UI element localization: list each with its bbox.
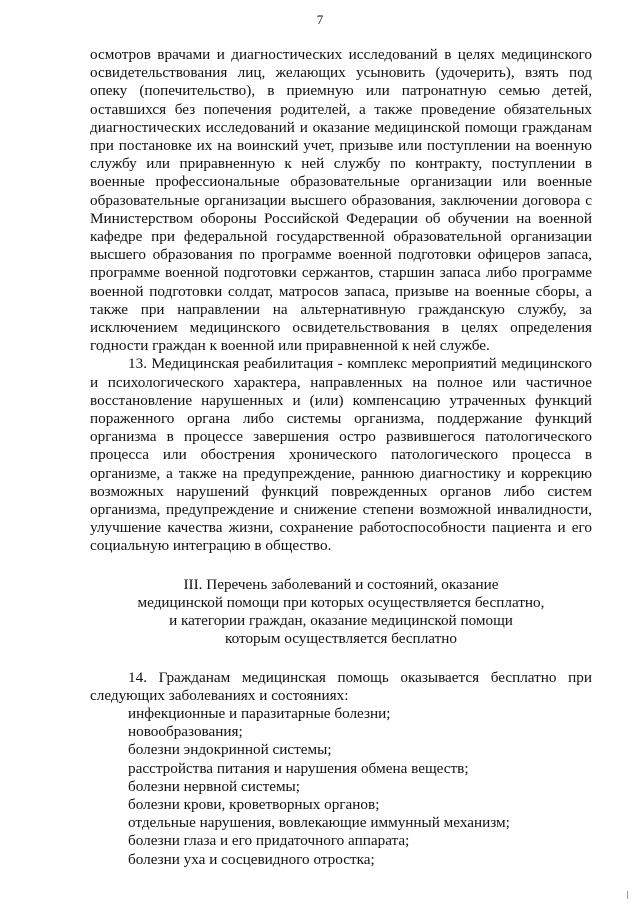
list-item: болезни крови, кроветворных органов; xyxy=(128,795,380,813)
list-item: болезни уха и сосцевидного отростка; xyxy=(128,850,375,868)
list-item: расстройства питания и нарушения обмена веществ; xyxy=(128,759,469,777)
section-title-line: и категории граждан, оказание медицинской помощи xyxy=(169,612,513,630)
list-item: болезни эндокринной системы; xyxy=(128,741,332,759)
list-item: болезни глаза и его придаточного аппарата; xyxy=(128,832,410,850)
list-item: инфекционные и паразитарные болезни; xyxy=(128,704,391,722)
list-item: отдельные нарушения, вовлекающие иммунный механизм; xyxy=(128,814,510,832)
conditions-list xyxy=(90,705,592,869)
scan-edge-mark xyxy=(627,891,634,899)
list-item: новообразования; xyxy=(128,723,243,741)
section-title xyxy=(90,576,592,649)
paragraph-medical-rehabilitation: 13. Медицинская реабилитация - комплекс мероприятий медицинского и психологического характера, направленных на полное или частичное восстановление нарушенных и (или) компенсацию утраченных функций пораженного органа либо системы организма, поддержание функций организма в процессе завершения остро развившегося патологического процесса или обострения хронического патологического процесса в организме, а также на предупреждение, раннюю диагностику и коррекцию возможных нарушений функций поврежденных органов либо систем организма, предупреждение и снижение степени возможной инвалидности, улучшение качества жизни, сохранение работоспособности пациента и его социальную интеграцию в общество. xyxy=(90,355,592,555)
section-title-line: которым осуществляется бесплатно xyxy=(225,630,457,648)
page-number: 7 xyxy=(316,12,324,27)
list-item: болезни нервной системы; xyxy=(128,777,300,795)
document-body xyxy=(90,46,592,869)
section-title-line: медицинской помощи при которых осуществляется бесплатно, xyxy=(137,593,545,611)
section-title-line: III. Перечень заболеваний и состояний, оказание xyxy=(183,575,499,593)
paragraph-continuation: осмотров врачами и диагностических исследований в целях медицинского освидетельствования лиц, желающих усыновить (удочерить), взять под опеку (попечительство), в приемную или патронатную семью детей, оставшихся без попечения родителей, а также проведение обязательных диагностических исследований и оказание медицинской помощи гражданам при постановке их на воинский учет, призыве или поступлении на военную службу или приравненную к ней службу по контракту, поступлении в военные профессиональные образовательные организации или военные образовательные организации высшего образования, заключении договора с Министерством обороны Российской Федерации об обучении на военной кафедре при федеральной государственной образовательной организации высшего образования по программе военной подготовки офицеров запаса, программе военной подготовки сержантов, старшин запаса либо программе военной подготовки солдат, матросов запаса, призыве на военные сборы, а также при направлении на альтернативную гражданскую службу, за исключением медицинского освидетельствования в целях определения годности граждан к военной или приравненной к ней службе. xyxy=(90,46,592,355)
paragraph-conditions-intro: 14. Гражданам медицинская помощь оказывается бесплатно при следующих заболеваниях и состояниях: xyxy=(90,668,592,704)
